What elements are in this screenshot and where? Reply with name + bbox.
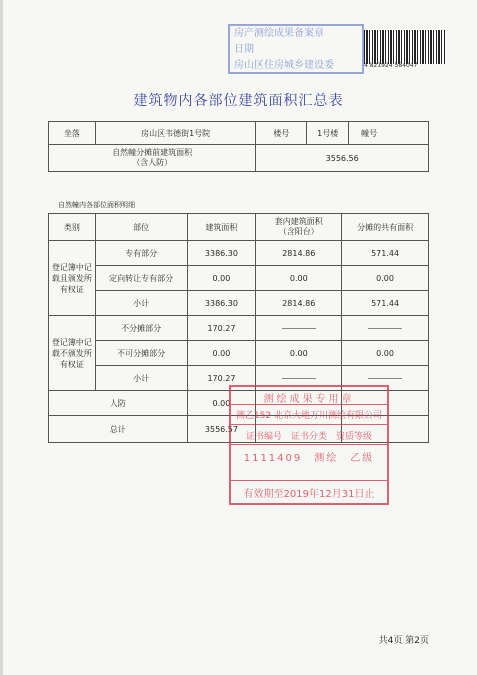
row-area: 0.00 xyxy=(187,266,256,291)
header-inner-line2: （含阳台） xyxy=(278,227,319,236)
area-label-line1: 自然幢分摊前建筑面积 xyxy=(112,148,193,157)
row-part: 不分摊部分 xyxy=(95,316,187,341)
group1-label-line3: 有权证 xyxy=(59,284,84,294)
table-row xyxy=(49,241,429,266)
row-area: 170.27 xyxy=(187,316,256,341)
row-part: 小计 xyxy=(95,366,187,391)
row-inner: 2814.86 xyxy=(256,291,342,316)
total-label: 总计 xyxy=(49,416,188,443)
summary-table xyxy=(48,121,429,172)
group2-label-line3: 有权证 xyxy=(59,359,84,369)
row-part: 定向转让专有部分 xyxy=(95,266,187,291)
page-title: 建筑物内各部位建筑面积汇总表 xyxy=(133,93,344,109)
table-row xyxy=(49,291,429,316)
row-area: 0.00 xyxy=(187,341,256,366)
row-part: 专有部分 xyxy=(95,241,187,266)
total-value: 3556.57 xyxy=(187,416,256,443)
record-stamp-line3: 房山区住房城乡建设委 xyxy=(234,60,334,71)
page-number: 共4页 第2页 xyxy=(378,636,429,646)
row-area: 3386.30 xyxy=(187,241,256,266)
record-stamp-line2: 日期 xyxy=(234,44,254,55)
row-part: 不可分摊部分 xyxy=(95,341,187,366)
group1-label-line1: 登记簿中记 xyxy=(51,262,92,272)
header-inner xyxy=(256,214,342,241)
record-stamp-line1: 房产测绘成果备案章 xyxy=(234,28,324,39)
unit-label-text: 幢号 xyxy=(361,128,378,138)
dash-mark xyxy=(282,328,316,329)
dash-mark xyxy=(368,378,402,379)
row-inner: 2814.86 xyxy=(256,241,342,266)
area-value: 3556.56 xyxy=(256,145,429,172)
location-value: 房山区韦德街1号院 xyxy=(95,122,256,145)
civil-defense-label: 人防 xyxy=(49,391,188,416)
row-inner: 0.00 xyxy=(256,266,342,291)
barcode xyxy=(364,30,446,64)
location-label: 坐落 xyxy=(49,122,96,145)
group1-label-line2: 载且颁发所 xyxy=(51,273,92,283)
row-inner-empty xyxy=(256,316,342,341)
row-shared: 0.00 xyxy=(342,266,429,291)
table-row xyxy=(49,316,429,341)
surveying-stamp-line1: 测绘成果专用章 xyxy=(263,394,355,405)
stamp-divider xyxy=(231,480,387,481)
surveying-stamp-line5: 有效期至2019年12月31日止 xyxy=(243,489,375,500)
header-shared: 分摊的共有面积 xyxy=(342,214,429,241)
row-part: 小计 xyxy=(95,291,187,316)
group2-label-line1: 登记簿中记 xyxy=(51,337,92,347)
area-label xyxy=(49,145,256,172)
detail-section-label: 自然幢内各部位面积明细 xyxy=(58,201,135,209)
header-part: 部位 xyxy=(95,214,187,241)
header-area: 建筑面积 xyxy=(187,214,256,241)
row-shared: 0.00 xyxy=(342,341,429,366)
group2-label xyxy=(49,316,96,391)
barcode-number: 4 821924 584047 xyxy=(364,62,418,69)
table-row xyxy=(49,266,429,291)
area-label-line2: （含人防） xyxy=(132,158,173,167)
group1-label xyxy=(49,241,96,316)
row-shared: 571.44 xyxy=(342,291,429,316)
stamp-divider xyxy=(231,444,387,445)
header-category: 类别 xyxy=(49,214,96,241)
building-value: 1号楼 xyxy=(307,122,349,145)
table-row xyxy=(49,341,429,366)
stamp-divider xyxy=(231,424,387,425)
row-shared: 571.44 xyxy=(342,241,429,266)
row-area: 3386.30 xyxy=(187,291,256,316)
stamp-divider xyxy=(231,404,387,405)
group2-label-line2: 载不颁发所 xyxy=(51,348,92,358)
surveying-stamp-line4: 1111409 测绘 乙级 xyxy=(243,453,375,464)
surveying-stamp-line2: 测乙152 北京大地万川测绘有限公司 xyxy=(235,411,383,421)
civil-defense-value: 0.00 xyxy=(187,391,256,416)
header-inner-line1: 套内建筑面积 xyxy=(274,217,323,226)
surveying-stamp-line3: 证书编号 证书分类 资质等级 xyxy=(245,432,372,442)
dash-mark xyxy=(368,328,402,329)
row-inner: 0.00 xyxy=(256,341,342,366)
record-stamp xyxy=(228,24,364,74)
unit-label xyxy=(349,122,429,145)
surveying-stamp xyxy=(229,385,389,505)
row-area: 170.27 xyxy=(187,366,256,391)
dash-mark xyxy=(282,378,316,379)
building-label: 楼号 xyxy=(256,122,307,145)
row-shared-empty xyxy=(342,316,429,341)
